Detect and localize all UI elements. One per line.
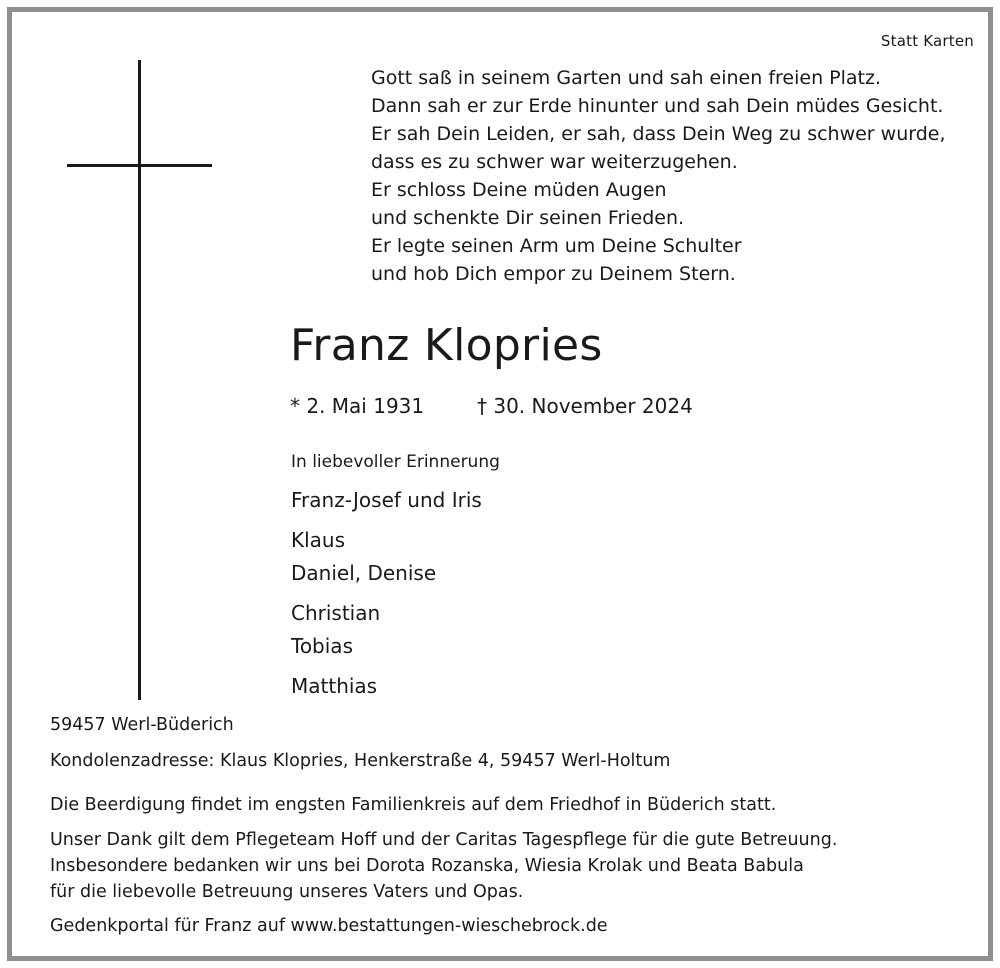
statt-karten-notice: Statt Karten	[880, 32, 974, 50]
poem-line: Dann sah er zur Erde hinunter und sah Dein müdes Gesicht.	[371, 95, 944, 117]
mourner-name: Tobias	[291, 634, 353, 658]
poem-line: Er sah Dein Leiden, er sah, dass Dein Weg zu schwer wurde,	[371, 123, 946, 145]
mourner-name: Klaus	[291, 528, 346, 552]
thanks-line: Unser Dank gilt dem Pflegeteam Hoff und der Caritas Tagespflege für die gute Betreuung.	[50, 830, 838, 850]
poem	[371, 64, 946, 288]
poem-line: und hob Dich empor zu Deinem Stern.	[371, 263, 736, 285]
funeral-info: Die Beerdigung findet im engsten Familienkreis auf dem Friedhof in Büderich statt.	[50, 795, 777, 815]
obituary-notice	[7, 7, 993, 961]
poem-line: Gott saß in seinem Garten und sah einen freien Platz.	[371, 67, 881, 89]
thanks-line: für die liebevolle Betreuung unseres Vaters und Opas.	[50, 882, 524, 902]
poem-line: und schenkte Dir seinen Frieden.	[371, 207, 685, 229]
mourner-name: Franz-Josef und Iris	[291, 488, 482, 512]
condolence-address: Kondolenzadresse: Klaus Klopries, Henkerstraße 4, 59457 Werl-Holtum	[50, 751, 671, 771]
poem-line: Er schloss Deine müden Augen	[371, 179, 667, 201]
mourner-name: Matthias	[291, 674, 378, 698]
mourners-intro: In liebevoller Erinnerung	[291, 452, 500, 472]
mourner-name: Daniel, Denise	[291, 561, 437, 585]
deceased-name: Franz Klopries	[290, 320, 603, 371]
memorial-portal: Gedenkportal für Franz auf www.bestattungen-wieschebrock.de	[50, 916, 608, 936]
poem-line: dass es zu schwer war weiterzugehen.	[371, 151, 738, 173]
poem-line: Er legte seinen Arm um Deine Schulter	[371, 235, 742, 257]
thanks-line: Insbesondere bedanken wir uns bei Dorota Rozanska, Wiesia Krolak und Beata Babula	[50, 856, 804, 876]
location: 59457 Werl-Büderich	[50, 715, 234, 735]
cross-icon-horizontal	[67, 164, 212, 167]
birth-date: * 2. Mai 1931	[290, 394, 425, 418]
death-date: † 30. November 2024	[477, 394, 693, 418]
mourner-name: Christian	[291, 601, 381, 625]
cross-icon-vertical	[138, 60, 141, 700]
